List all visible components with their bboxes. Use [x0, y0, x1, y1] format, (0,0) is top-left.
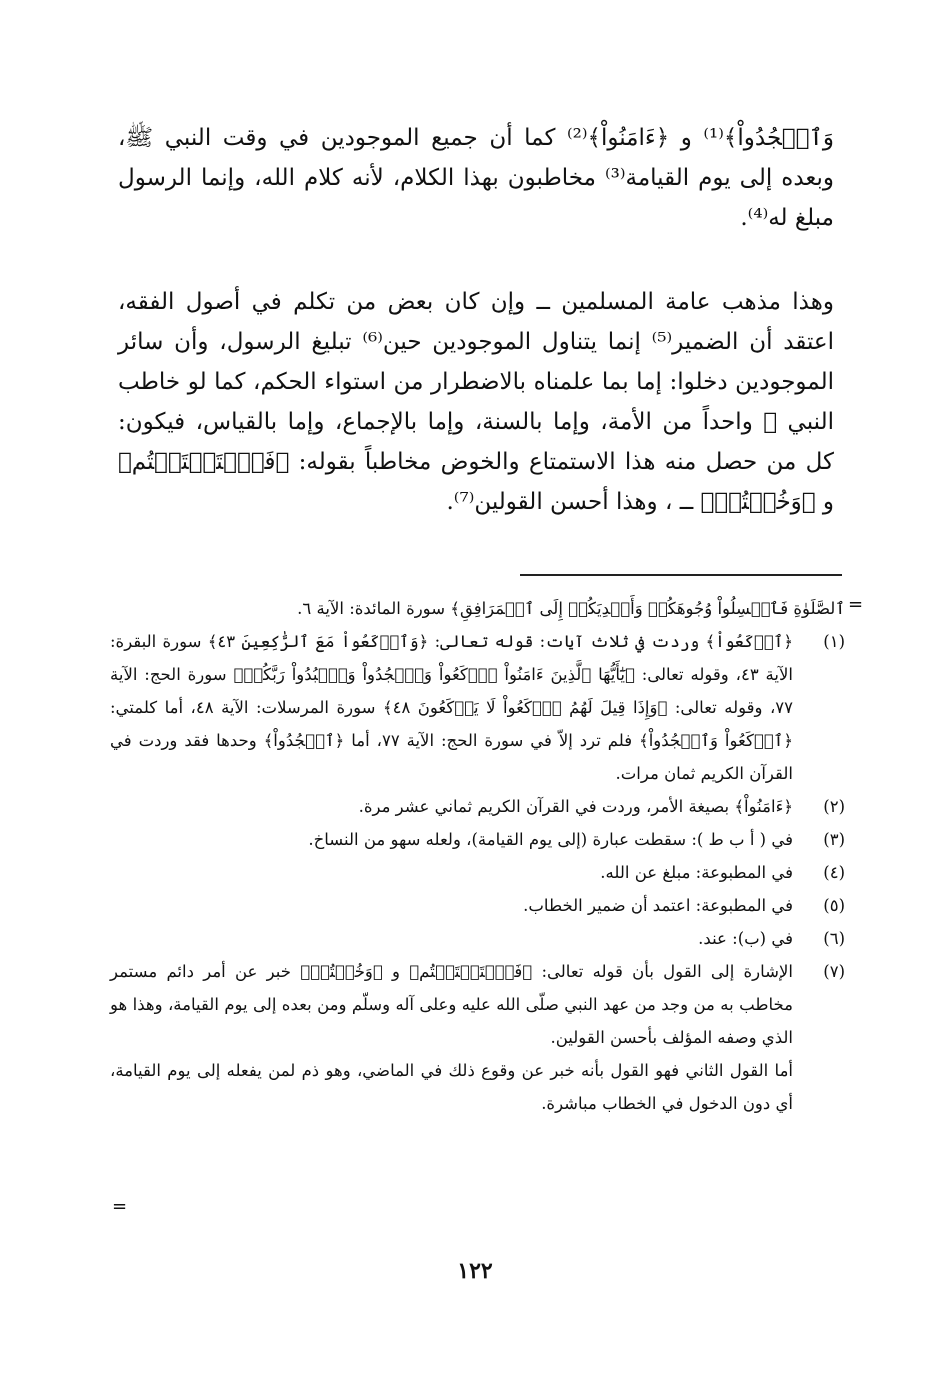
footnote-text: في (ب): عند.: [698, 929, 793, 948]
footnote-number: (٦): [823, 929, 845, 948]
footnote-text: ﴿ٱرۡكَعُواْ﴾ وردت في ثلاث آيات: قوله تعالى: ﴿وَٱرۡكَعُواْ مَعَ ٱلرَّٰكِعِينَ ٤٣﴾ سورة البقرة: الآية ٤٣، وقوله تعالى: ﴿يَٰٓأَيُّهَا ٱلَّذِينَ ءَامَنُواْ ٱرۡكَعُواْ وَٱسۡجُدُواْ وَٱعۡبُدُواْ رَبَّكُمۡ﴾ سورة الحج: الآية ٧٧، وقوله تعالى: ﴿وَإِذَا قِيلَ لَهُمُ ٱرۡكَعُواْ لَا يَرۡكَعُونَ ٤٨﴾ سورة المرسلات: الآية ٤٨، أما كلمتي: ﴿ٱرۡكَعُواْ وَٱسۡجُدُواْ﴾ فلم ترد إلاّ في سورة الحج: الآية ٧٧، أما ﴿ٱسۡجُدُواْ﴾ وحدها فقد وردت في القرآن الكريم ثمان مرات.: [110, 632, 794, 783]
footnote-number: (٧): [823, 962, 845, 981]
footnote-separator: [520, 574, 842, 576]
footnote-text: ﴿ءَامَنُواْ﴾ بصيغة الأمر، وردت في القرآن الكريم ثماني عشر مرة.: [358, 797, 793, 816]
footnote-number: (٥): [823, 896, 845, 915]
continuation-mark: =: [848, 594, 864, 615]
footnote-1: [110, 625, 845, 790]
page-number: ١٢٢: [457, 1258, 493, 1284]
main-text-block-2: [118, 282, 834, 522]
footnotes: [110, 592, 845, 1120]
footnote-5: [110, 889, 845, 922]
footnote-2: [110, 790, 845, 823]
footnote-text: الإشارة إلى القول بأن قوله تعالى: ﴿فَٱسۡتَمۡتَعۡتُم﴾ و ﴿وَخُضۡتُمۡ﴾ خبر عن أمر دائم مستمر مخاطب به من وجد من عهد النبي صلّى الله عليه وعلى آله وسلّم ومن بعده إلى يوم القيامة، وهذا هو الذي وصفه المؤلف بأحسن القولين.: [110, 962, 793, 1047]
main-text-block-1: [118, 118, 834, 238]
paragraph: وهذا مذهب عامة المسلمين ــ وإن كان بعض من تكلم في أصول الفقه، اعتقد أن الضمير⁽⁵⁾ إنما يتناول الموجودين حين⁽⁶⁾ تبليغ الرسول، وأن سائر الموجودين دخلوا: إما بما علمناه بالاضطرار من استواء الحكم، كما لو خاطب النبي ﷺ واحداً من الأمة، وإما بالسنة، وإما بالإجماع، وإما بالقياس، فيكون: كل من حصل منه هذا الاستمتاع والخوض مخاطباً بقوله: ﴿فَٱسۡتَمۡتَعۡتُم﴾ و ﴿وَخُضۡتُمۡ﴾ ــ ، وهذا أحسن القولين⁽⁷⁾.: [118, 289, 835, 515]
footnote-4: [110, 856, 845, 889]
footnote-text: في المطبوعة: مبلغ عن الله.: [600, 863, 793, 882]
footnote-text: في المطبوعة: اعتمد أن ضمير الخطاب.: [523, 896, 793, 915]
footnote-carryover: ٱلصَّلَوٰةِ فَٱغۡسِلُواْ وُجُوهَكُمۡ وَأَيۡدِيَكُمۡ إِلَى ٱلۡمَرَافِقِ﴾ سورة المائدة: الآية ٦.: [297, 599, 845, 618]
paragraph: وَٱسۡجُدُواْ﴾⁽¹⁾ و ﴿ءَامَنُواْ﴾⁽²⁾ كما أن جميع الموجودين في وقت النبي ﷺ، وبعده إلى يوم القيامة⁽³⁾ مخاطبون بهذا الكلام، لأنه كلام الله، وإنما الرسول مبلغ له⁽⁴⁾.: [118, 125, 834, 231]
footnote-7-continuation: أما القول الثاني فهو القول بأنه خبر عن وقوع ذلك في الماضي، وهو ذم لمن يفعله إلى يوم القيامة، أي دون الدخول في الخطاب مباشرة.: [110, 1061, 793, 1113]
footnote-6: [110, 922, 845, 955]
footnote-number: (١): [823, 632, 845, 651]
footnote-number: (٢): [823, 797, 845, 816]
footnote-7: [110, 955, 845, 1054]
footnote-number: (٤): [823, 863, 845, 882]
continuation-mark: =: [112, 1196, 128, 1217]
footnote-text: في ( أ ب ط ): سقطت عبارة (إلى يوم القيامة)، ولعله سهو من النساخ.: [308, 830, 793, 849]
footnote-number: (٣): [823, 830, 845, 849]
footnote-3: [110, 823, 845, 856]
